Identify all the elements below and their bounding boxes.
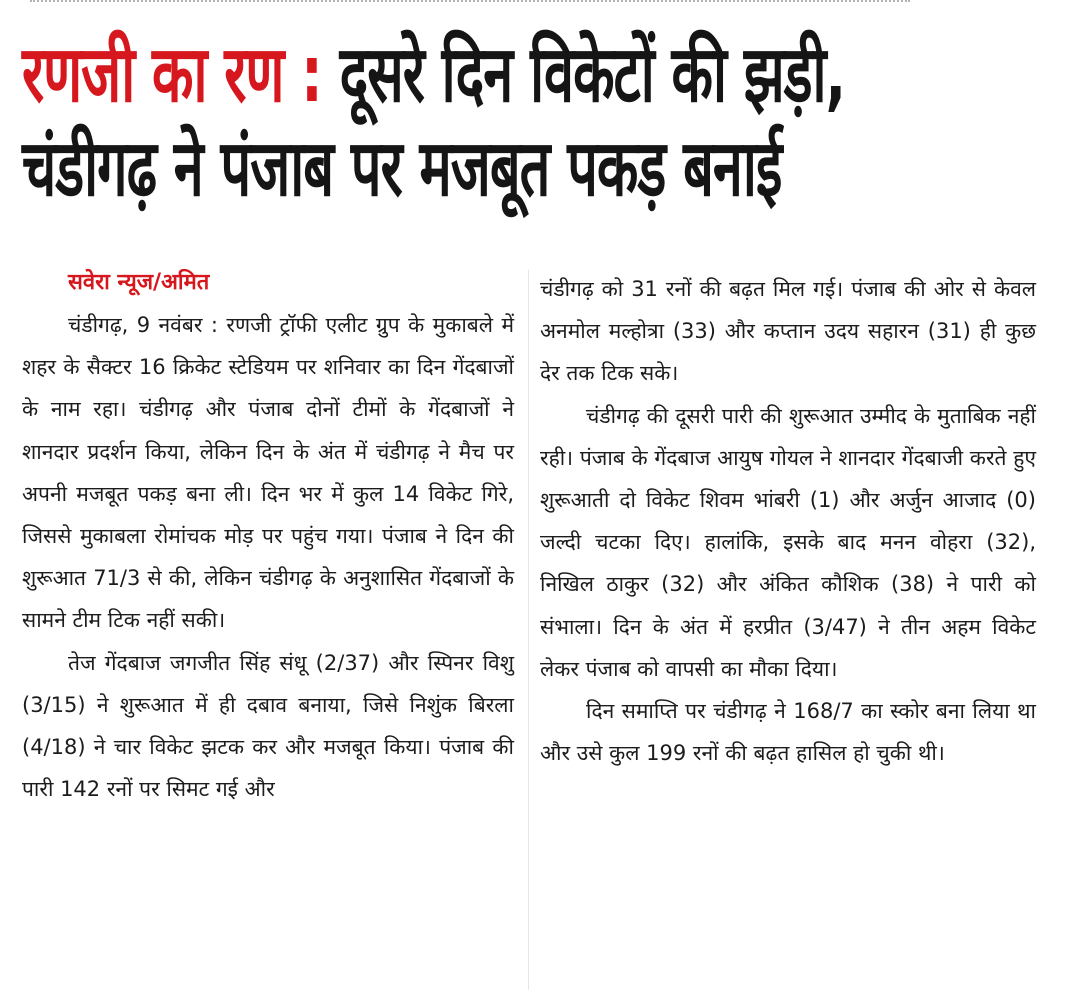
left-column xyxy=(22,262,514,810)
clipped-text-remnant xyxy=(30,0,910,6)
headline-line-2: चंडीगढ़ ने पंजाब पर मजबूत पकड़ बनाई xyxy=(22,122,782,214)
right-column xyxy=(540,268,1036,774)
column-divider xyxy=(528,270,529,990)
headline-kicker: रणजी का रण : xyxy=(22,28,322,120)
headline-line-1-text: दूसरे दिन विकेटों की झड़ी, xyxy=(339,28,846,120)
article-body xyxy=(22,262,1052,998)
paragraph: चंडीगढ़ की दूसरी पारी की शुरूआत उम्मीद के मुताबिक नहीं रही। पंजाब के गेंदबाज आयुष गोयल ने शानदार गेंदबाजी करते हुए शुरूआती दो विकेट शिवम भांबरी (1) और अर्जुन आजाद (0) जल्दी चटका दिए। हालांकि, इसके बाद मनन वोहरा (32), निखिल ठाकुर (32) और अंकित कौशिक (38) ने पारी को संभाला। दिन के अंत में हरप्रीत (3/47) ने तीन अहम विकेट लेकर पंजाब को वापसी का मौका दिया। xyxy=(540,403,1036,681)
paragraph-continued: चंडीगढ़ को 31 रनों की बढ़त मिल गई। पंजाब की ओर से केवल अनमोल मल्होत्रा (33) और कप्तान उदय सहारन (31) ही कुछ देर तक टिक सके। xyxy=(540,277,1036,386)
byline: सवेरा न्यूज/अमित xyxy=(68,270,210,295)
paragraph: दिन समाप्ति पर चंडीगढ़ ने 168/7 का स्कोर बना लिया था और उसे कुल 199 रनों की बढ़त हासिल हो चुकी थी। xyxy=(540,699,1036,766)
headline xyxy=(22,28,1062,216)
paragraph: चंडीगढ़, 9 नवंबर : रणजी ट्रॉफी एलीट ग्रुप के मुकाबले में शहर के सैक्टर 16 क्रिकेट स्टेडियम पर शनिवार का दिन गेंदबाजों के नाम रहा। चंडीगढ़ और पंजाब दोनों टीमों के गेंदबाजों ने शानदार प्रदर्शन किया, लेकिन दिन के अंत में चंडीगढ़ ने मैच पर अपनी मजबूत पकड़ बना ली। दिन भर में कुल 14 विकेट गिरे, जिससे मुकाबला रोमांचक मोड़ पर पहुंच गया। पंजाब ने दिन की शुरूआत 71/3 से की, लेकिन चंडीगढ़ के अनुशासित गेंदबाजों के सामने टीम टिक नहीं सकी। xyxy=(22,313,514,633)
paragraph: तेज गेंदबाज जगजीत सिंह संधू (2/37) और स्पिनर विशु (3/15) ने शुरूआत में ही दबाव बनाया, जिसे निशुंक बिरला (4/18) ने चार विकेट झटक कर और मजबूत किया। पंजाब की पारी 142 रनों पर सिमट गई और xyxy=(22,650,514,802)
